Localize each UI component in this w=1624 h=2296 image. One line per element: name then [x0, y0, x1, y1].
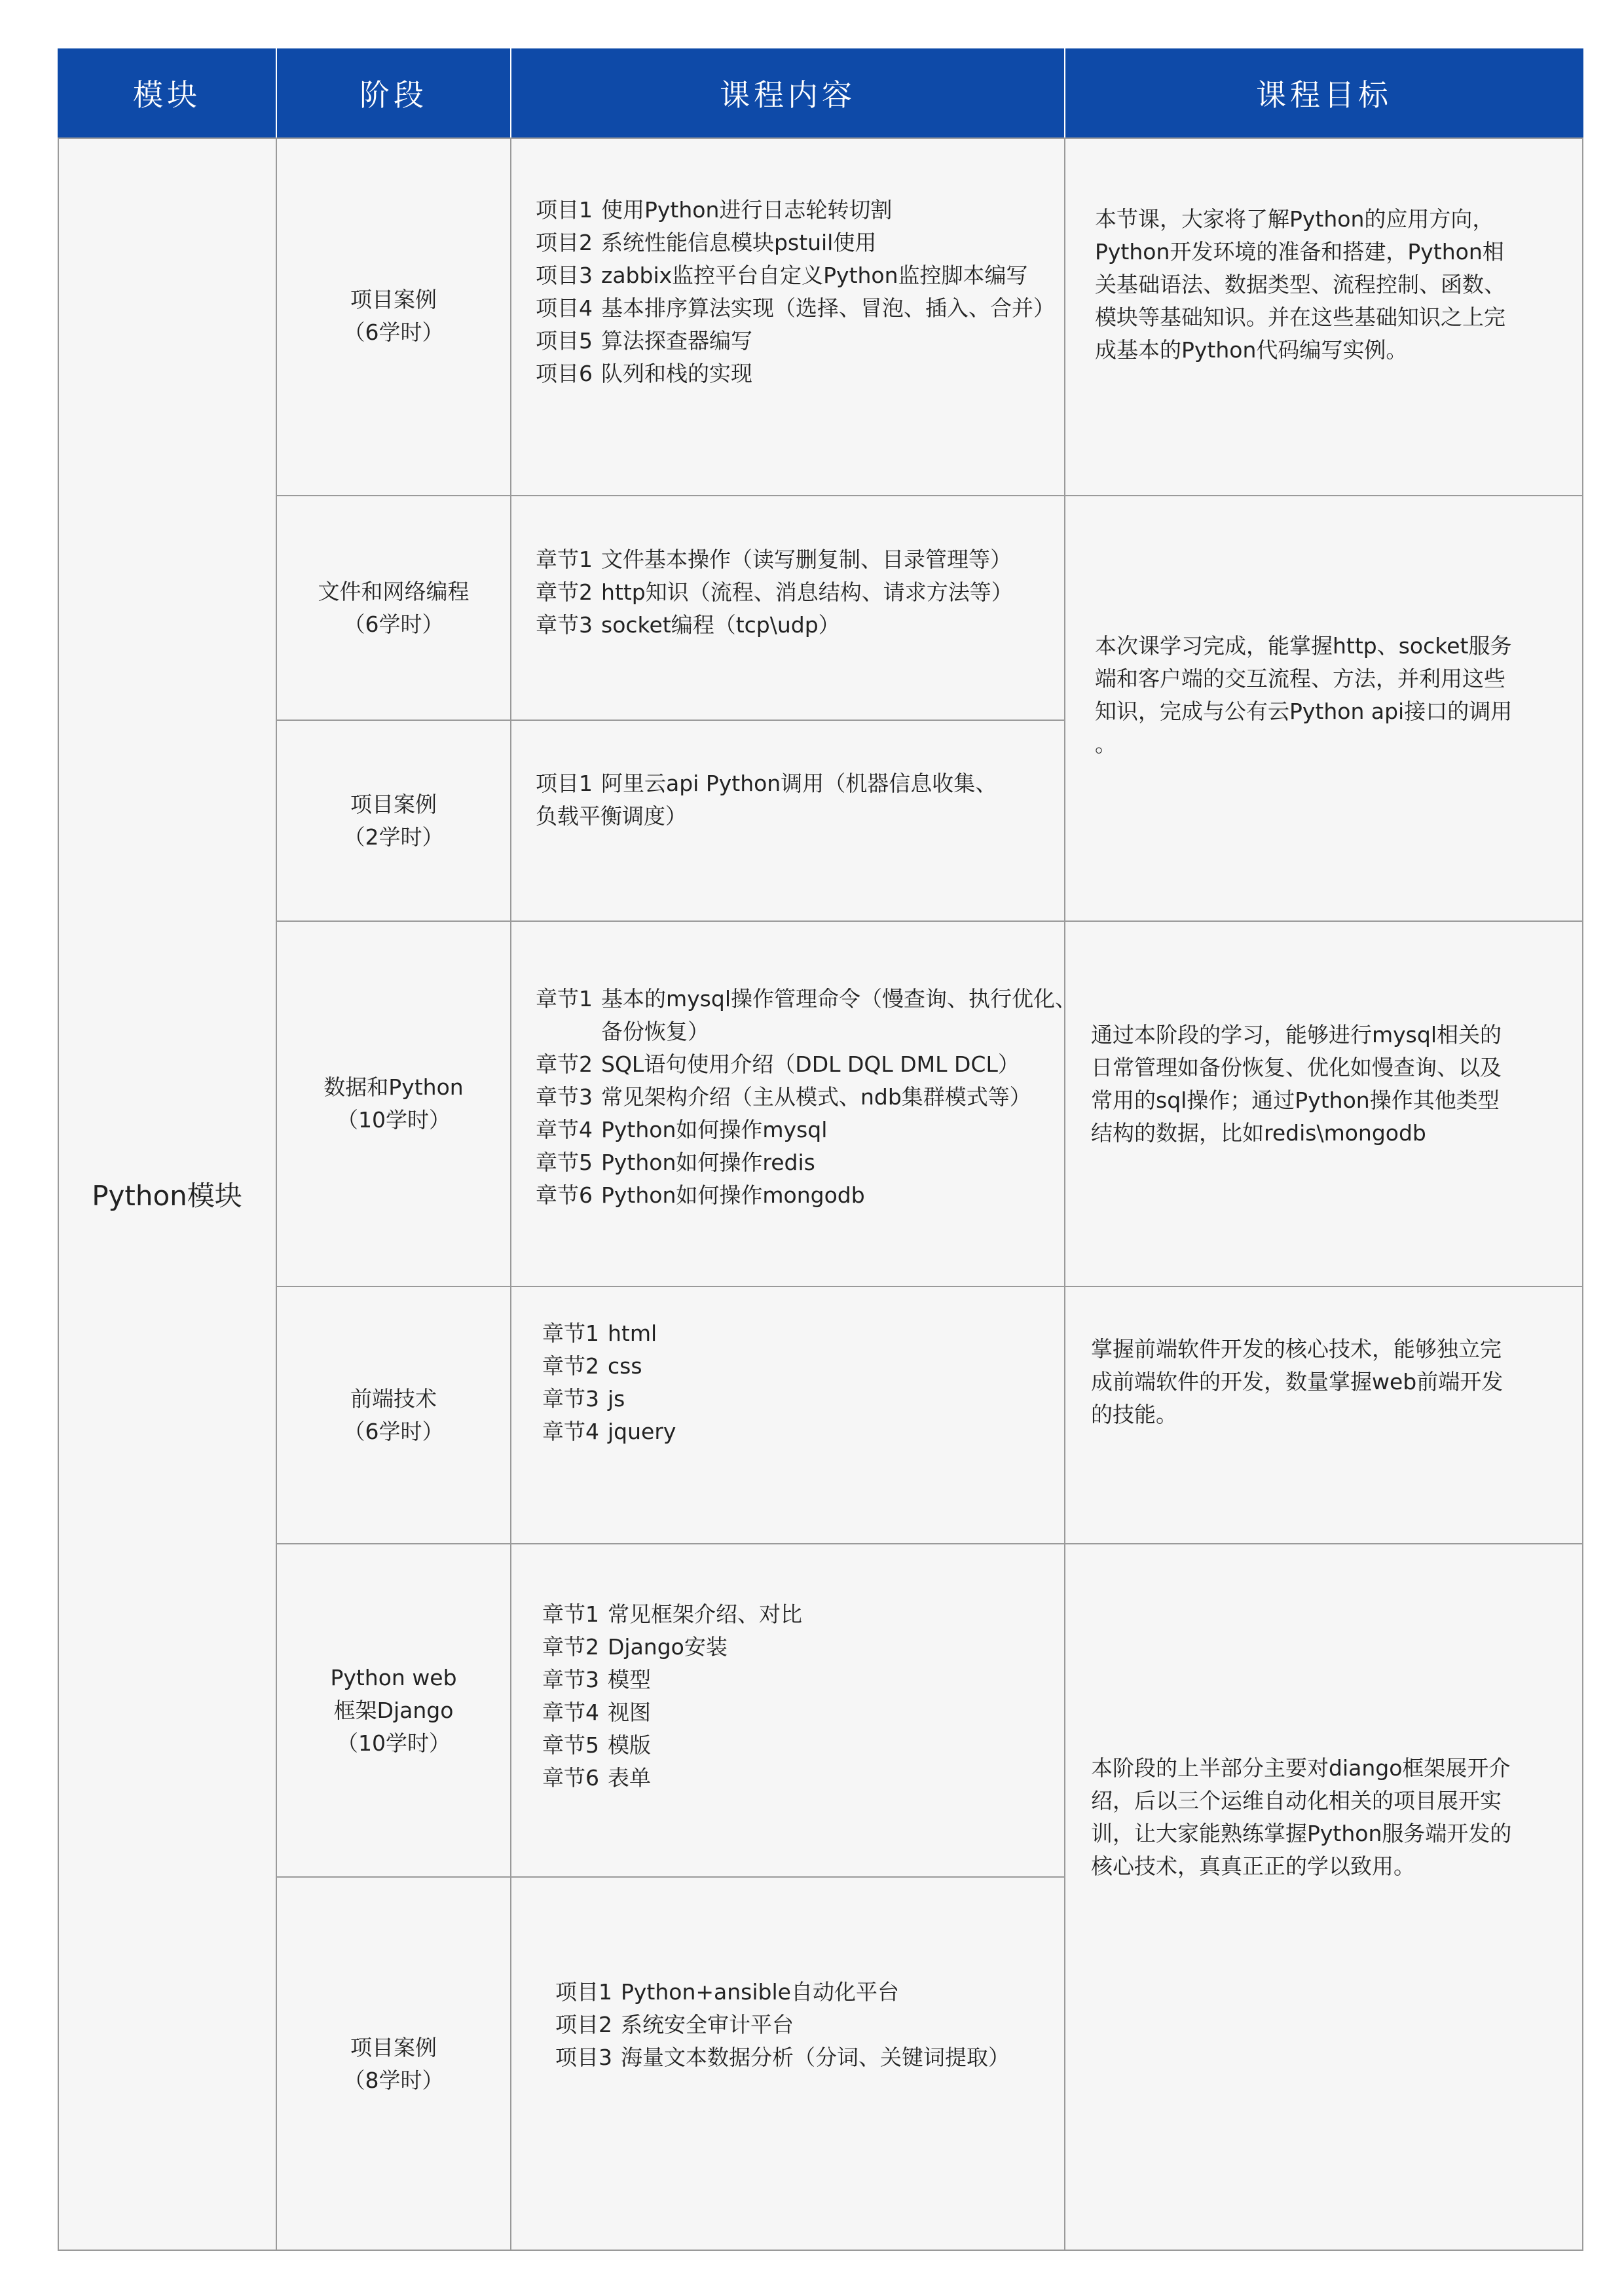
- item-text: 模版: [608, 1732, 651, 1758]
- item-text: 海量文本数据分析（分词、关键词提取）: [621, 2045, 1010, 2070]
- list-item: [542, 1729, 1060, 1762]
- list-item: [542, 1383, 1060, 1415]
- item-key: 项目3: [536, 263, 593, 288]
- item-text: 模型: [608, 1667, 651, 1692]
- goal-line: 训，让大家能熟练掌握Python服务端开发的: [1091, 1821, 1512, 1846]
- item-text: Python如何操作mysql: [601, 1117, 828, 1142]
- goal-line: 的技能。: [1091, 1402, 1177, 1427]
- item-key: 章节4: [542, 1419, 599, 1444]
- goal-line: 成前端软件的开发，数量掌握web前端开发: [1091, 1369, 1504, 1394]
- item-key: 项目1: [536, 197, 593, 223]
- item-key: 章节4: [536, 1117, 593, 1142]
- list-item: [542, 1317, 1060, 1350]
- curriculum-table: [58, 48, 1583, 2251]
- list-item: [536, 292, 1060, 325]
- item-key: 项目2: [555, 2012, 612, 2037]
- item-text: Python如何操作redis: [601, 1150, 815, 1175]
- item-text: 基本排序算法实现（选择、冒泡、插入、合并）: [601, 295, 1055, 321]
- stage-name: Python web: [330, 1664, 457, 1690]
- goal-line: 本阶段的上半部分主要对diango框架展开介: [1091, 1755, 1511, 1781]
- item-key: 章节6: [536, 1182, 593, 1208]
- item-key: 章节1: [536, 547, 593, 572]
- stage-hours: （6学时）: [343, 319, 444, 345]
- content-cell: [536, 983, 1077, 1212]
- list-item: [555, 2009, 1060, 2041]
- stage-cell: [276, 1544, 511, 1876]
- goal-line: 成基本的Python代码编写实例。: [1095, 337, 1408, 363]
- item-key: 项目5: [536, 328, 593, 354]
- list-item: [536, 576, 1060, 609]
- item-key: [536, 1015, 601, 1048]
- goal-line: 常用的sql操作；通过Python操作其他类型: [1091, 1087, 1500, 1113]
- module-name: Python模块: [92, 1180, 242, 1212]
- list-item: [536, 609, 1060, 642]
- stage-hours: （10学时）: [337, 1107, 451, 1133]
- item-text: Django安装: [608, 1634, 728, 1660]
- item-text: 使用Python进行日志轮转切割: [601, 197, 893, 223]
- goal-line: 日常管理如备份恢复、优化如慢查询、以及: [1091, 1055, 1502, 1080]
- goal-line: 。: [1095, 731, 1116, 757]
- stage-cell: [276, 721, 511, 920]
- list-item: [542, 1350, 1060, 1383]
- item-text: 算法探查器编写: [601, 328, 752, 354]
- list-item: [536, 1114, 1065, 1146]
- item-key: 章节2: [542, 1634, 599, 1660]
- item-text: 常见框架介绍、对比: [608, 1601, 802, 1627]
- item-text: http知识（流程、消息结构、请求方法等）: [601, 579, 1013, 605]
- list-item: [536, 1179, 1065, 1212]
- item-key: 章节2: [542, 1353, 599, 1379]
- stage-name: 项目案例: [350, 287, 437, 312]
- goal-line: 绍，后以三个运维自动化相关的项目展开实: [1091, 1788, 1502, 1813]
- stage-cell: [276, 1287, 511, 1543]
- stage-cell: [276, 137, 511, 495]
- stage-hours: （10学时）: [337, 1730, 451, 1756]
- item-text: 负载平衡调度）: [536, 803, 687, 829]
- goal-cell: [1095, 203, 1566, 367]
- stage-name: 项目案例: [350, 791, 437, 817]
- item-text: 常见架构介绍（主从模式、ndb集群模式等）: [601, 1084, 1031, 1110]
- stage-hours: （2学时）: [343, 824, 444, 850]
- item-key: 章节5: [542, 1732, 599, 1758]
- stage-cell: [276, 1878, 511, 2251]
- content-cell: [536, 194, 1060, 390]
- item-key: 章节5: [536, 1150, 593, 1175]
- stage-name-line2: 框架Django: [333, 1697, 454, 1723]
- item-text: SQL语句使用介绍（DDL DQL DML DCL）: [601, 1051, 1020, 1077]
- goal-line: 掌握前端软件开发的核心技术，能够独立完: [1091, 1336, 1502, 1362]
- item-key: 项目3: [555, 2045, 612, 2070]
- list-item: [536, 259, 1060, 292]
- list-item: [536, 983, 1077, 1015]
- item-text: 队列和栈的实现: [601, 361, 752, 386]
- header-content: 课程内容: [511, 48, 1065, 137]
- item-key: 章节3: [542, 1667, 599, 1692]
- goal-line: 端和客户端的交互流程、方法，并利用这些: [1095, 666, 1505, 691]
- item-text: 备份恢复）: [601, 1019, 709, 1044]
- stage-cell: [276, 922, 511, 1286]
- list-item: [542, 1762, 1060, 1795]
- item-text: socket编程（tcp\udp）: [601, 612, 840, 638]
- item-key: 章节2: [536, 579, 593, 605]
- list-item: [542, 1631, 1060, 1664]
- content-cell: [555, 1976, 1060, 2074]
- item-text: css: [608, 1353, 642, 1379]
- item-key: 章节3: [542, 1386, 599, 1412]
- goal-line: 核心技术，真真正正的学以致用。: [1091, 1853, 1415, 1879]
- item-key: 项目1: [536, 771, 593, 796]
- header-module: 模块: [58, 48, 276, 137]
- header-stage: 阶段: [276, 48, 511, 137]
- item-key: 章节3: [536, 612, 593, 638]
- goal-line: Python开发环境的准备和搭建，Python相: [1095, 239, 1504, 264]
- content-cell: [536, 767, 1060, 833]
- item-text: 表单: [608, 1765, 651, 1791]
- item-text: js: [608, 1386, 625, 1412]
- item-key: 项目1: [555, 1979, 612, 2005]
- goal-cell: [1091, 1752, 1565, 1883]
- list-item: [536, 1015, 1065, 1048]
- content-cell: [542, 1317, 1060, 1448]
- item-text: 阿里云api Python调用（机器信息收集、: [601, 771, 997, 796]
- goal-line: 通过本阶段的学习，能够进行mysql相关的: [1091, 1022, 1502, 1048]
- item-text: html: [608, 1321, 657, 1346]
- list-item: [536, 194, 1060, 227]
- content-cell: [536, 543, 1060, 642]
- list-item: [555, 2041, 1060, 2074]
- stage-name: 项目案例: [350, 2035, 437, 2060]
- item-text: Python+ansible自动化平台: [621, 1979, 899, 2005]
- item-key: 项目2: [536, 230, 593, 255]
- list-item: [536, 325, 1060, 357]
- item-key: 项目6: [536, 361, 593, 386]
- goal-line: 结构的数据，比如redis\mongodb: [1091, 1120, 1426, 1146]
- stage-name: 前端技术: [350, 1385, 437, 1412]
- list-item: [542, 1664, 1060, 1696]
- item-key: 章节4: [542, 1700, 599, 1725]
- item-text: 系统安全审计平台: [621, 2012, 794, 2037]
- stage-name: 数据和Python: [323, 1074, 464, 1100]
- list-item: [536, 357, 1060, 390]
- list-item: [536, 1081, 1065, 1114]
- goal-line: 模块等基础知识。并在这些基础知识之上完: [1095, 304, 1505, 330]
- goal-line: 知识，完成与公有云Python api接口的调用: [1095, 699, 1513, 724]
- stage-cell: [276, 496, 511, 720]
- item-key: 章节1: [542, 1321, 599, 1346]
- stage-hours: （8学时）: [343, 2068, 444, 2093]
- item-key: 章节6: [542, 1765, 599, 1791]
- stage-hours: （6学时）: [343, 1418, 444, 1444]
- item-key: 章节3: [536, 1084, 593, 1110]
- goal-cell: [1091, 1019, 1565, 1150]
- list-item: [536, 227, 1060, 259]
- list-item: [536, 543, 1060, 576]
- item-text: zabbix监控平台自定义Python监控脚本编写: [601, 263, 1028, 288]
- goal-line: 本节课，大家将了解Python的应用方向，: [1095, 206, 1494, 232]
- list-item: [536, 1146, 1065, 1179]
- goal-line: 关基础语法、数据类型、流程控制、函数、: [1095, 272, 1505, 297]
- item-key: 章节1: [542, 1601, 599, 1627]
- item-text: jquery: [608, 1419, 676, 1444]
- item-text: 视图: [608, 1700, 651, 1725]
- stage-hours: （6学时）: [343, 611, 444, 637]
- item-text: 系统性能信息模块pstuil使用: [601, 230, 877, 255]
- list-item: [536, 767, 1060, 800]
- item-text: Python如何操作mongodb: [601, 1182, 865, 1208]
- list-item: [555, 1976, 1060, 2009]
- content-cell: [542, 1598, 1060, 1795]
- list-item: [542, 1696, 1060, 1729]
- stage-name: 文件和网络编程: [318, 578, 470, 604]
- goal-cell: [1095, 630, 1566, 761]
- list-item: [542, 1415, 1060, 1448]
- item-text: 文件基本操作（读写删复制、目录管理等）: [601, 547, 1012, 572]
- list-item: [542, 1598, 1060, 1631]
- goal-line: 本次课学习完成，能掌握http、socket服务: [1095, 633, 1512, 659]
- item-key: 项目4: [536, 295, 593, 321]
- goal-cell: [1091, 1333, 1565, 1431]
- list-item: [536, 1048, 1065, 1081]
- list-item: [536, 800, 1060, 833]
- item-key: 章节2: [536, 1051, 593, 1077]
- item-text: 基本的mysql操作管理命令（慢查询、执行优化、: [601, 986, 1077, 1011]
- header-goal: 课程目标: [1065, 48, 1583, 137]
- item-key: 章节1: [536, 986, 593, 1011]
